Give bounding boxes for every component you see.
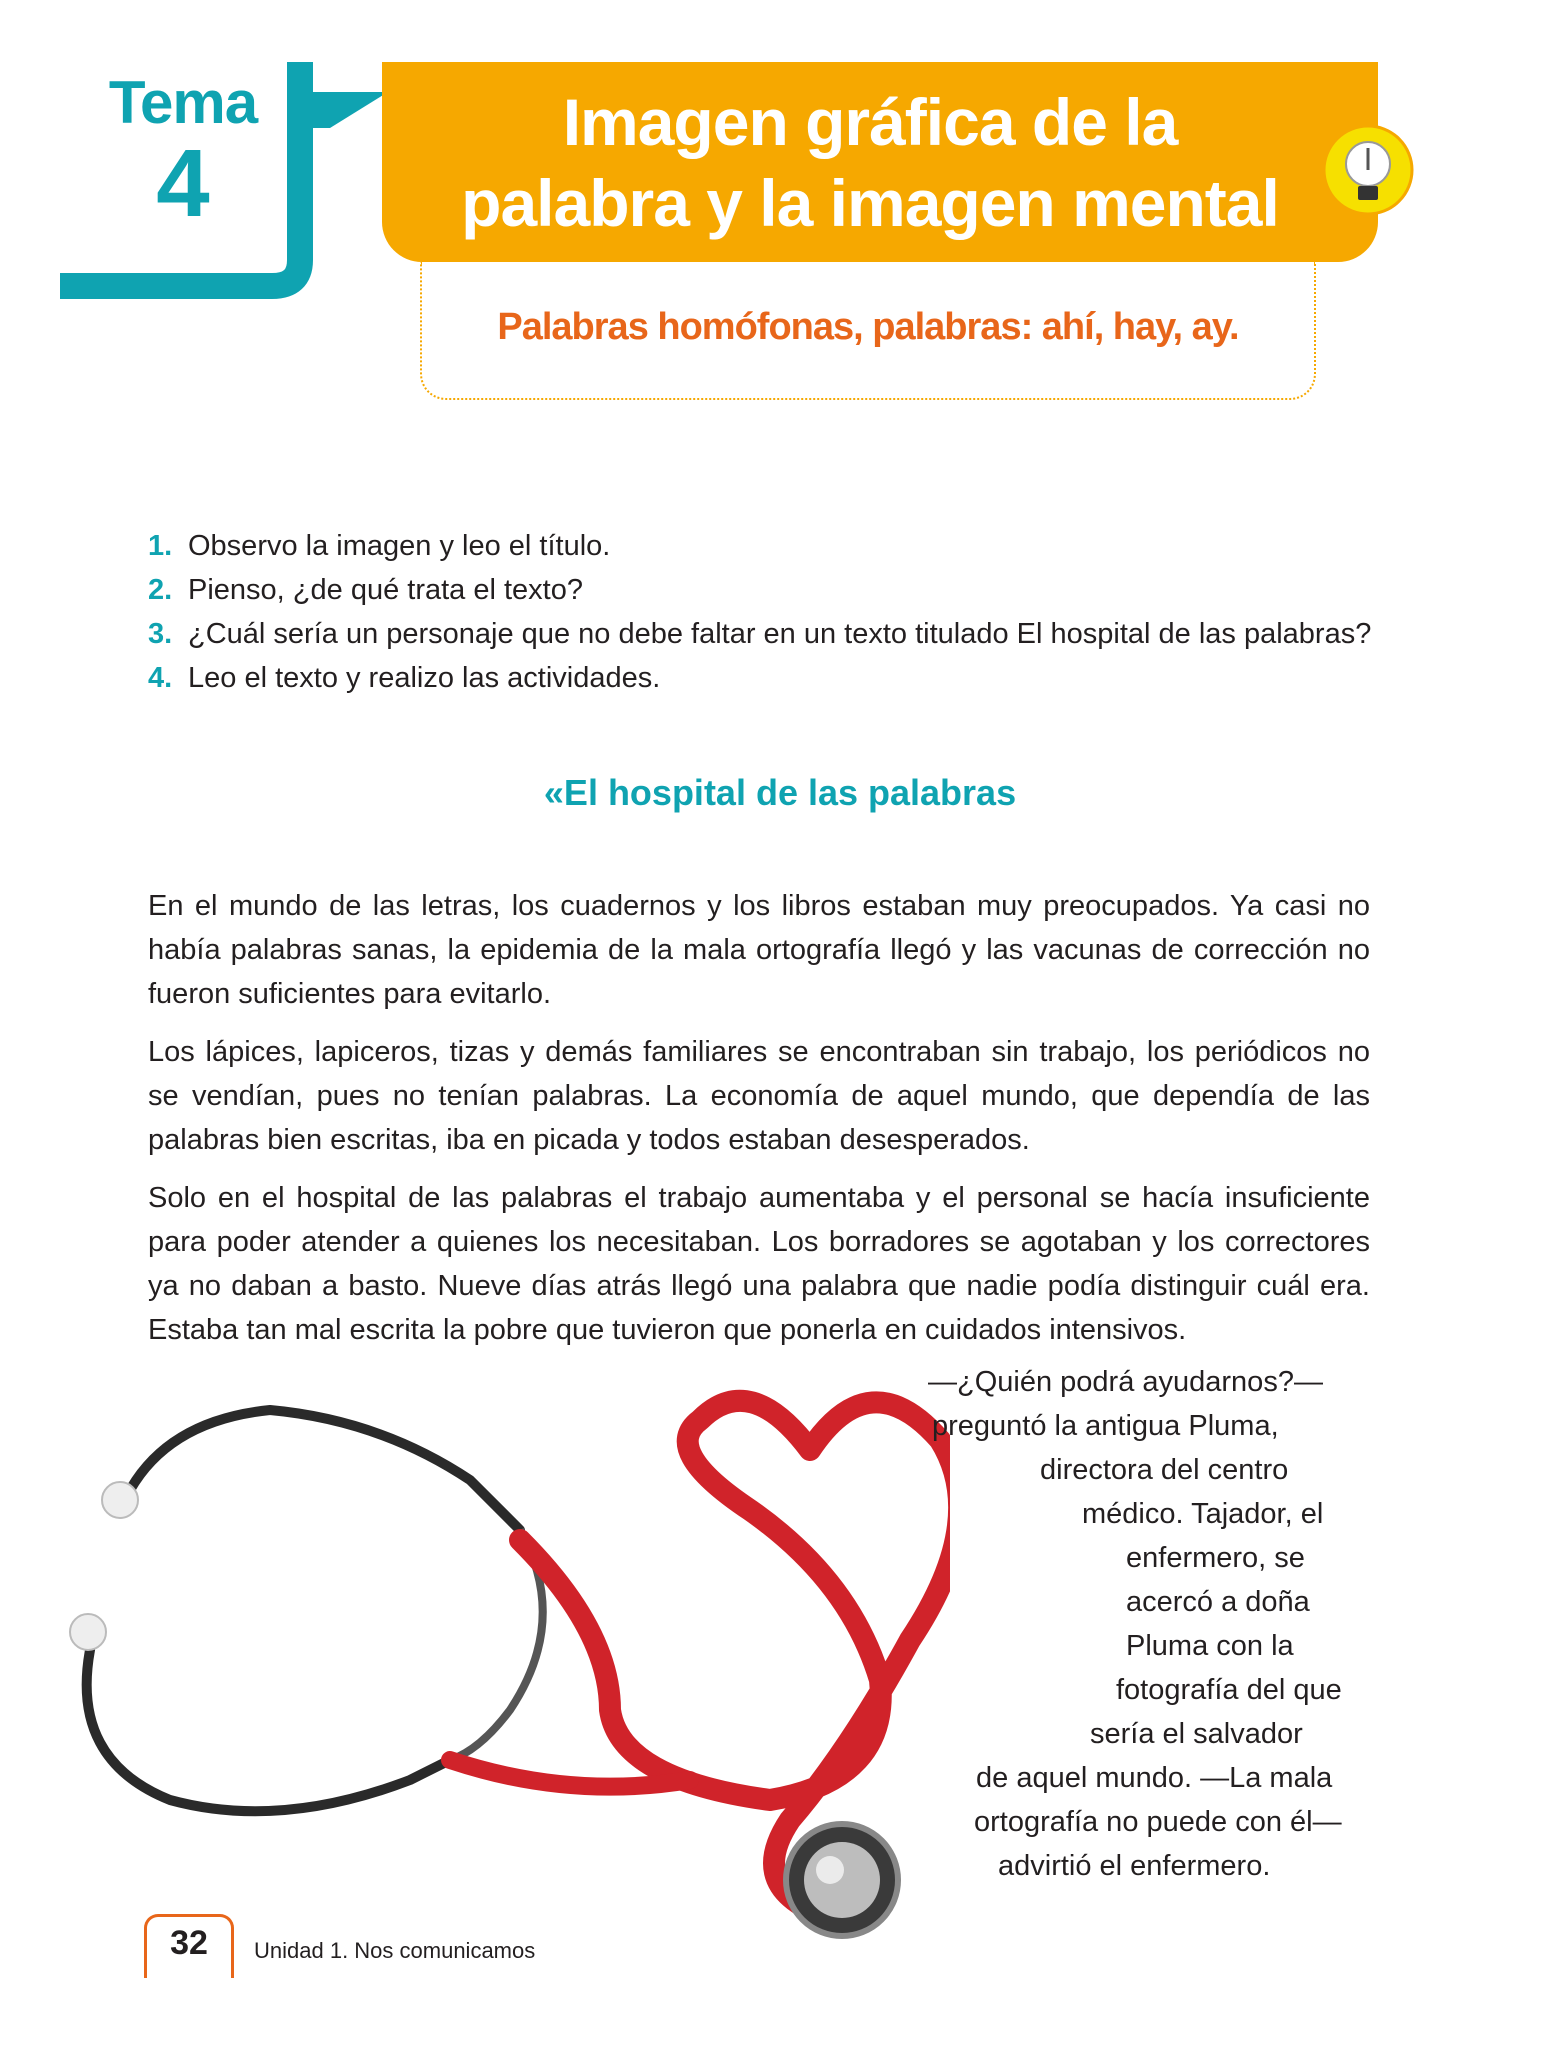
tema-number: 4	[156, 130, 210, 237]
side-text-line: fotografía del que	[1116, 1674, 1342, 1706]
instruction-number: 2.	[148, 574, 173, 606]
title-line-1: Imagen gráfica de la	[562, 85, 1178, 159]
page-number: 32	[170, 1924, 208, 1962]
instruction-number: 1.	[148, 530, 173, 562]
stethoscope-heart-image	[50, 1380, 950, 1940]
page-title	[400, 82, 1340, 243]
side-text-line: de aquel mundo. —La mala	[976, 1762, 1333, 1794]
story-paragraph: Solo en el hospital de las palabras el trabajo aumentaba y el personal se hacía insuficiente para poder atender a quienes los necesitaban. Los borradores se agotaban y los correctores ya no daban a basto. Nueve días atrás llegó una palabra que nadie podía distinguir cuál era. Estaba tan mal escrita la pobre que tuvieron que ponerla en cuidados intensivos.	[148, 1182, 1370, 1346]
instruction-list	[148, 524, 1398, 700]
instruction-item	[148, 524, 1398, 568]
instruction-item	[148, 612, 1398, 656]
subtitle: Palabras homófonas, palabras: ahí, hay, ay.	[497, 306, 1239, 348]
footer-unit-label: Unidad 1. Nos comunicamos	[254, 1938, 536, 1963]
side-text-line: directora del centro	[1040, 1454, 1289, 1486]
side-text-line: —¿Quién podrá ayudarnos?—	[928, 1366, 1323, 1398]
title-line-2: palabra y la imagen mental	[461, 165, 1279, 240]
side-text-line: advirtió el enfermero.	[998, 1850, 1271, 1882]
side-text-line: sería el salvador	[1090, 1718, 1303, 1750]
instruction-item	[148, 656, 1398, 700]
side-text-line: enfermero, se	[1126, 1542, 1305, 1574]
side-text-line: ortografía no puede con él—	[974, 1806, 1342, 1838]
story-paragraph: En el mundo de las letras, los cuadernos y los libros estaban muy preocupados. Ya casi no había palabras sanas, la epidemia de la mala ortografía llegó y las vacunas de corrección no fueron suficientes para evitarlo.	[148, 890, 1370, 1010]
instruction-item	[148, 568, 1398, 612]
side-text-line: acercó a doña	[1126, 1586, 1310, 1618]
side-text-line: médico. Tajador, el	[1082, 1498, 1324, 1530]
instruction-text: Observo la imagen y leo el título.	[188, 530, 611, 562]
story-paragraph: Los lápices, lapiceros, tizas y demás familiares se encontraban sin trabajo, los periódicos no se vendían, pues no tenían palabras. La economía de aquel mundo, que dependía de las palabras bien escritas, iba en picada y todos estaban desesperados.	[148, 1036, 1370, 1156]
side-text-line: preguntó la antigua Pluma,	[932, 1410, 1279, 1442]
instruction-number: 4.	[148, 662, 173, 694]
lightbulb-icon	[1322, 124, 1414, 216]
side-text-line: Pluma con la	[1126, 1630, 1294, 1662]
instruction-text: Pienso, ¿de qué trata el texto?	[188, 574, 583, 606]
instruction-text: Leo el texto y realizo las actividades.	[188, 662, 661, 694]
story-title: «El hospital de las palabras	[543, 772, 1017, 813]
story-body	[148, 884, 1370, 1366]
instruction-text: ¿Cuál sería un personaje que no debe faltar en un texto titulado El hospital de las palabras?	[188, 618, 1372, 650]
tema-label: Tema	[108, 69, 258, 136]
instruction-number: 3.	[148, 618, 173, 650]
